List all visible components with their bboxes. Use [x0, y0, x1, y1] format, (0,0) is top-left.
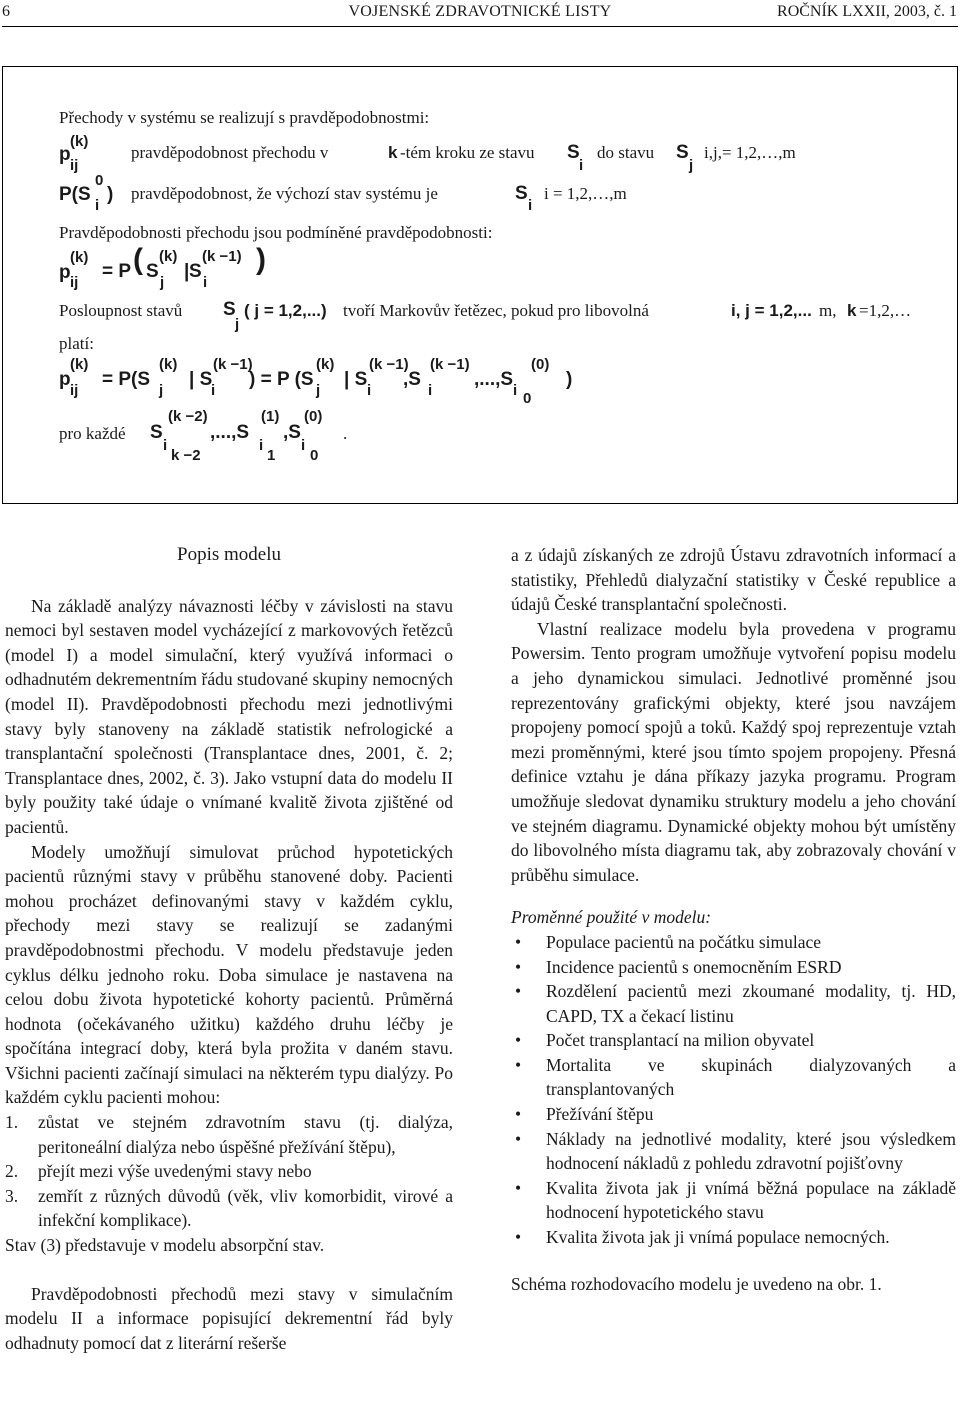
- paragraph: Na základě analýzy návaznosti léčby v závislosti na stavu nemoci byl sestaven model vycházející z markovových řetězců (model I) a model simulační, který využívá informaci o odhadnutém dekrementním řádu studované skupiny nemocných (model II). Pravděpodobnosti přechodu mezi jednotlivými stavy byly stanoveny na základě statistik nefrologické a transplantační společnosti (Transplantace dnes, 2001, č. 2; Transplantace dnes, 2002, č. 3). Jako vstupní data do modelu II byly použity také údaje o vnímané kvalitě života zjištěné od pacientů.: [5, 595, 453, 837]
- s-sub: 0: [523, 390, 532, 407]
- p-symbol: p: [59, 144, 71, 165]
- paragraph: Schéma rozhodovacího modelu je uvedeno na obr. 1.: [511, 1273, 882, 1294]
- def-text: do stavu: [597, 143, 655, 162]
- s-sub: i: [301, 437, 306, 454]
- bar-s: | S: [344, 369, 368, 390]
- s-sub: j: [159, 382, 164, 399]
- s-sup: (k): [316, 356, 335, 373]
- list-item: [511, 930, 956, 955]
- equals-p: ) = P (S: [249, 369, 314, 390]
- list-item: [511, 1127, 956, 1176]
- paren: (: [133, 243, 143, 276]
- s-sub: j: [316, 382, 321, 399]
- list-text: Náklady na jednotlivé modality, které jsou výsledkem hodnocení nákladů z pohledu zdravotní pojišťovny: [546, 1128, 956, 1174]
- s-symbol: S: [150, 422, 163, 443]
- list-text: zemřít z různých důvodů (věk, vliv komorbidit, virové a infekční komplikace).: [38, 1185, 453, 1231]
- paren: ): [107, 184, 114, 205]
- s-sub: i: [211, 382, 216, 399]
- bullet-icon: •: [515, 1030, 522, 1051]
- dots-s: ,...,S: [210, 422, 250, 443]
- s-sub: j: [160, 274, 165, 291]
- s-symbol: S: [676, 142, 689, 163]
- def-text: -tém kroku ze stavu: [400, 143, 535, 162]
- s-sub: i: [203, 274, 208, 291]
- list-text: Přežívání štěpu: [546, 1104, 654, 1125]
- comma-s: ,S: [403, 369, 421, 390]
- s-sub: i: [579, 157, 584, 174]
- s-sub: i: [367, 382, 372, 399]
- s-symbol: S: [146, 261, 159, 282]
- bar: |: [184, 261, 190, 282]
- list-text: Rozdělení pacientů mezi zkoumané modality, tj. HD, CAPD, TX a čekací listinu: [546, 981, 956, 1026]
- s-sub: j: [235, 316, 240, 333]
- s-sub: i: [513, 382, 518, 399]
- bullet-icon: •: [515, 981, 522, 1002]
- variables-heading: Proměnné použité v modelu:: [511, 907, 712, 928]
- s-symbol: S: [223, 299, 236, 320]
- s-sup: (0): [531, 356, 550, 373]
- transitions-intro: Přechody v systému se realizují s pravděpodobnostmi:: [59, 108, 430, 127]
- list-text: zůstat ve stejném zdravotním stavu (tj. dialýza, peritoneální dialýza nebo úspěšné přežívání štěpu),: [38, 1112, 453, 1157]
- paragraph: Modely umožňují simulovat průchod hypotetických pacientů různými stavy v průběhu stanovené doby. Pacienti mohou procházet definovanými stavy v každém cyklu, přechody mezi stavy se realizují se zadanými pravděpodobnostmi přechodu. V modelu představuje jeden cyklus délku jednoho roku. Doba simulace je nastavena na celou dobu života hypotetické kohorty pacientů. Průměrná hodnota (očekávaného užitku) každého druhu léčby je spočítána integrací doby, která byla prožita v daném stavu. Všichni pacienti začínají simulaci na některém typu dialýzy. Po každém cyklu pacienti mohou:: [5, 841, 453, 1108]
- page-number: 6: [2, 3, 10, 20]
- p-sup: (k): [70, 249, 89, 266]
- s-symbol: S: [567, 142, 580, 163]
- s-sup: (k −1): [369, 356, 409, 373]
- list-text: přejít mezi výše uvedenými stavy nebo: [38, 1161, 312, 1182]
- p-sub: ij: [70, 274, 79, 291]
- bullet-icon: •: [515, 1227, 522, 1248]
- conditional-intro: Pravděpodobnosti přechodu jsou podmíněné pravděpodobnosti:: [59, 223, 493, 242]
- s-sup: (k −1): [202, 248, 242, 265]
- s-sup: (0): [304, 408, 323, 425]
- s-sub: 0: [310, 447, 319, 464]
- s-sup: (k −1): [213, 356, 253, 373]
- k-range: =1,2,…: [859, 301, 912, 320]
- list-number: 1.: [5, 1112, 19, 1133]
- paren: ): [256, 243, 266, 276]
- left-column: [5, 543, 453, 1355]
- index-range: i, j = 1,2,...: [731, 301, 812, 320]
- paragraph: Vlastní realizace modelu byla provedena v programu Powersim. Tento program umožňuje vytvoření popisu modelu a jeho dynamickou simulaci. Jednotlivé proměnné jsou reprezentovány grafickými objekty, které jsou navzájem propojeny pomocí spojů a toků. Každý spoj reprezentuje vztah mezi proměnnými, které jsou tímto spojem propojeny. Přesná definice vztahu je dána příkazy jazyka programu. Program umožňuje sledovat dynamiku struktury modelu a jeho chování ve stejném diagramu. Dynamické objekty mohou být umístěny do libovolného místa diagramu tak, aby zobrazovaly chování v průběhu simulace.: [511, 618, 956, 885]
- s-sub: i: [528, 197, 533, 214]
- list-number: 3.: [5, 1185, 19, 1206]
- s-sub: 1: [267, 447, 276, 464]
- def-text: i,j,= 1,2,…,m: [704, 143, 796, 162]
- holds-text: platí:: [59, 334, 94, 353]
- list-number: 2.: [5, 1161, 19, 1182]
- header-rule: [2, 26, 958, 27]
- initial-sup: 0: [95, 172, 104, 189]
- s-sub: i: [259, 437, 264, 454]
- s-sup: (k): [159, 248, 178, 265]
- def-text: i = 1,2,…,m: [544, 184, 627, 203]
- s-sup: (k): [159, 356, 178, 373]
- bullet-icon: •: [515, 1128, 522, 1149]
- running-header: [0, 3, 960, 23]
- bullet-icon: •: [515, 956, 522, 977]
- bar-s: | S: [189, 369, 213, 390]
- s-sub: j: [689, 157, 694, 174]
- bullet-icon: •: [515, 931, 522, 952]
- k-symbol: k: [388, 143, 398, 162]
- bullet-icon: •: [515, 1104, 522, 1125]
- s-sup: (1): [261, 408, 280, 425]
- def-text: pravděpodobnost přechodu v: [131, 143, 329, 162]
- s-sub: i: [428, 382, 433, 399]
- initial-prob: P(S: [59, 184, 91, 205]
- journal-title: VOJENSKÉ ZDRAVOTNICKÉ LISTY: [348, 3, 612, 20]
- m-text: m,: [819, 301, 837, 320]
- list-item: [511, 979, 956, 1028]
- issue-info: ROČNÍK LXXII, 2003, č. 1: [777, 3, 957, 20]
- equals-p: = P: [102, 261, 132, 282]
- s-sub: k −2: [171, 447, 201, 464]
- list-item: [5, 1159, 453, 1184]
- s-sub: i: [163, 437, 168, 454]
- right-column: [511, 543, 956, 1296]
- list-text: Mortalita ve skupinách dialyzovaných a transplantovaných: [546, 1054, 956, 1100]
- list-text: Kvalita života jak ji vnímá běžná populace na základě hodnocení hypotetického stavu: [546, 1177, 956, 1223]
- s-symbol: S: [189, 261, 202, 282]
- markov-text: tvoří Markovův řetězec, pokud pro libovolná: [343, 301, 649, 320]
- bullet-icon: •: [515, 1054, 522, 1075]
- markov-text: Posloupnost stavů: [59, 301, 183, 320]
- for-each-text: pro každé: [59, 424, 126, 443]
- p-symbol: p: [59, 262, 71, 283]
- bullet-icon: •: [515, 1177, 522, 1198]
- s-symbol: S: [515, 183, 528, 204]
- list-text: Kvalita života jak ji vnímá populace nemocných.: [546, 1227, 890, 1248]
- p-sub: ij: [70, 157, 79, 174]
- p-sup: (k): [70, 356, 89, 373]
- s-sup: (k −2): [168, 408, 208, 425]
- list-text: Incidence pacientů s onemocněním ESRD: [546, 956, 842, 977]
- list-item: [5, 1184, 453, 1233]
- period: .: [343, 424, 348, 443]
- k-symbol: k: [847, 301, 857, 320]
- paragraph: Stav (3) představuje v modelu absorpční stav.: [5, 1235, 325, 1256]
- list-item: [511, 1053, 956, 1102]
- paragraph: a z údajů získaných ze zdrojů Ústavu zdravotních informací a statistiky, Přehledů dialyzační statistiky v České republice a údajů České transplantační společnosti.: [511, 545, 956, 615]
- dots-s: ,...,S: [474, 369, 514, 390]
- s-sup: (k −1): [430, 356, 470, 373]
- def-text: pravděpodobnost, že výchozí stav systému je: [131, 184, 438, 203]
- initial-sub: i: [95, 197, 100, 214]
- p-symbol: p: [59, 369, 71, 390]
- equals-p: = P(S: [102, 369, 151, 390]
- paren: ): [566, 369, 573, 390]
- p-sub: ij: [70, 382, 79, 399]
- list-item: [5, 1110, 453, 1159]
- section-title: Popis modelu: [177, 544, 281, 565]
- index-range: ( j = 1,2,...): [244, 301, 327, 320]
- p-sup: (k): [70, 133, 89, 150]
- list-item: [511, 1225, 956, 1250]
- list-item: [511, 1176, 956, 1225]
- paragraph: Pravděpodobnosti přechodů mezi stavy v simulačním modelu II a informace popisující dekrementní řád byly odhadnuty pomocí dat z literární rešerše: [5, 1283, 453, 1353]
- list-item: [511, 1102, 956, 1127]
- list-item: [511, 1028, 956, 1053]
- list-text: Populace pacientů na počátku simulace: [546, 931, 822, 952]
- list-text: Počet transplantací na milion obyvatel: [546, 1030, 815, 1051]
- formula-box: [2, 66, 958, 504]
- comma-s: ,S: [283, 422, 301, 443]
- list-item: [511, 955, 956, 980]
